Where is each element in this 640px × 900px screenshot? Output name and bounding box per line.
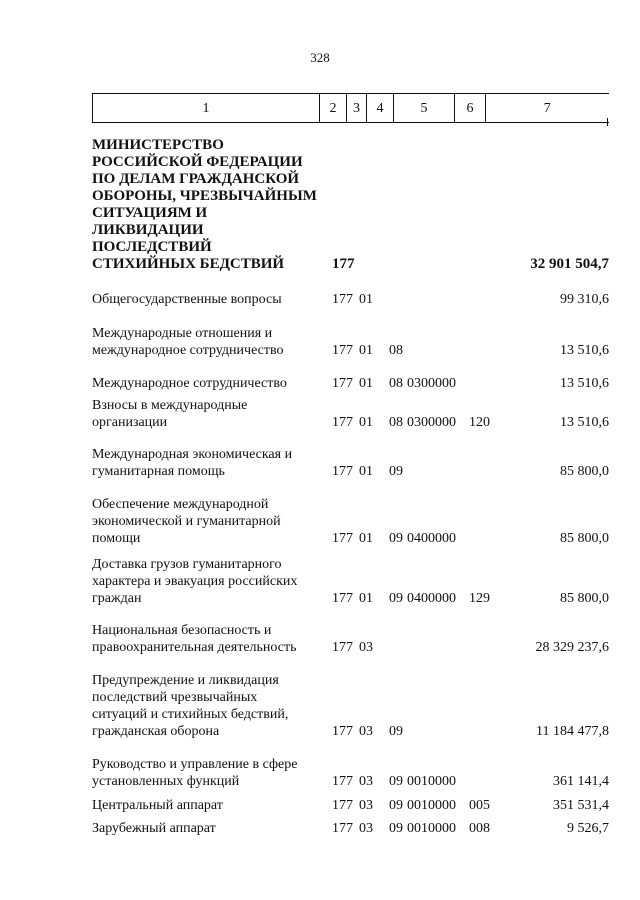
row-code-section: 01: [359, 343, 373, 358]
row-code-section: 03: [359, 821, 373, 836]
row-code-admin: 177: [332, 464, 353, 479]
row-code-admin: 177: [332, 821, 353, 836]
row-amount: 361 141,4: [553, 774, 609, 789]
row-name-line: Национальная безопасность и: [92, 623, 272, 638]
row-code-subsection: 09: [389, 591, 403, 606]
row-name-line: гуманитарная помощь: [92, 464, 225, 479]
row-name-line: Общегосударственные вопросы: [92, 292, 282, 307]
row-code-section: 03: [359, 774, 373, 789]
row-name: [92, 622, 328, 656]
row-name-line: международное сотрудничество: [92, 343, 284, 358]
column-header-5: 5: [394, 94, 455, 123]
column-header-6: 6: [455, 94, 486, 123]
row-code-section: 01: [359, 376, 373, 391]
row-name-line: Центральный аппарат: [92, 798, 223, 813]
row-amount: 85 800,0: [560, 591, 609, 606]
row-code-target: 0300000: [407, 376, 456, 391]
row-name: [92, 820, 328, 837]
ministry-name-line: РОССИЙСКОЙ ФЕДЕРАЦИИ: [92, 154, 303, 170]
ministry-amount: 32 901 504,7: [530, 256, 609, 272]
row-name-line: экономической и гуманитарной: [92, 514, 281, 529]
row-code-type: 129: [469, 591, 490, 606]
row-code-section: 01: [359, 415, 373, 430]
row-name: [92, 556, 328, 607]
row-code-type: 008: [469, 821, 490, 836]
ministry-code: 177: [332, 256, 355, 272]
row-name: [92, 496, 328, 547]
ministry-name-line: ЛИКВИДАЦИИ: [92, 222, 204, 238]
row-amount: 85 800,0: [560, 464, 609, 479]
row-name-line: ситуаций и стихийных бедствий,: [92, 707, 289, 722]
row-name: [92, 672, 328, 740]
ministry-name-line: ПО ДЕЛАМ ГРАЖДАНСКОЙ: [92, 171, 300, 187]
column-header-3: 3: [347, 94, 367, 123]
row-code-admin: 177: [332, 774, 353, 789]
ministry-name-line: МИНИСТЕРСТВО: [92, 137, 224, 153]
row-code-subsection: 09: [389, 724, 403, 739]
row-name-line: граждан: [92, 591, 142, 606]
row-name-line: организации: [92, 415, 168, 430]
row-amount: 13 510,6: [560, 343, 609, 358]
row-code-type: 120: [469, 415, 490, 430]
row-code-admin: 177: [332, 531, 353, 546]
ministry-name-line: ПОСЛЕДСТВИЙ: [92, 239, 212, 255]
row-name: [92, 397, 328, 431]
row-code-admin: 177: [332, 376, 353, 391]
table-corner-tick: [607, 118, 608, 126]
row-code-subsection: 09: [389, 774, 403, 789]
row-name-line: Руководство и управление в сфере: [92, 757, 298, 772]
row-code-admin: 177: [332, 415, 353, 430]
row-name-line: установленных функций: [92, 774, 240, 789]
row-code-section: 01: [359, 292, 373, 307]
row-code-section: 03: [359, 724, 373, 739]
row-code-subsection: 09: [389, 531, 403, 546]
row-name: [92, 446, 328, 480]
row-amount: 13 510,6: [560, 415, 609, 430]
ministry-name-line: СИТУАЦИЯМ И: [92, 205, 208, 221]
row-code-subsection: 09: [389, 821, 403, 836]
row-name-line: Взносы в международные: [92, 398, 248, 413]
row-code-subsection: 08: [389, 376, 403, 391]
row-amount: 13 510,6: [560, 376, 609, 391]
row-name-line: правоохранительная деятельность: [92, 640, 297, 655]
row-code-admin: 177: [332, 591, 353, 606]
row-name: [92, 375, 328, 392]
row-code-section: 03: [359, 798, 373, 813]
row-name-line: помощи: [92, 531, 141, 546]
row-name-line: Предупреждение и ликвидация: [92, 673, 279, 688]
row-code-admin: 177: [332, 640, 353, 655]
row-name: [92, 291, 328, 308]
row-name: [92, 797, 328, 814]
row-amount: 11 184 477,8: [536, 724, 609, 739]
row-code-admin: 177: [332, 798, 353, 813]
row-code-section: 03: [359, 640, 373, 655]
ministry-name: [92, 137, 328, 273]
column-header-7: 7: [486, 94, 609, 123]
column-header-2: 2: [320, 94, 347, 123]
row-name-line: Обеспечение международной: [92, 497, 269, 512]
row-name-line: Международное сотрудничество: [92, 376, 287, 391]
row-code-target: 0400000: [407, 591, 456, 606]
row-code-target: 0010000: [407, 821, 456, 836]
row-amount: 28 329 237,6: [535, 640, 609, 655]
row-name: [92, 756, 328, 790]
row-code-target: 0010000: [407, 798, 456, 813]
row-amount: 85 800,0: [560, 531, 609, 546]
row-code-section: 01: [359, 531, 373, 546]
row-name-line: Международная экономическая и: [92, 447, 293, 462]
row-name-line: гражданская оборона: [92, 724, 220, 739]
row-code-section: 01: [359, 591, 373, 606]
row-code-target: 0010000: [407, 774, 456, 789]
column-header-row: [92, 93, 609, 123]
row-code-subsection: 09: [389, 464, 403, 479]
row-code-target: 0400000: [407, 531, 456, 546]
row-code-subsection: 09: [389, 798, 403, 813]
page-number: 328: [310, 50, 330, 65]
row-code-admin: 177: [332, 724, 353, 739]
row-name-line: Зарубежный аппарат: [92, 821, 216, 836]
row-name: [92, 325, 328, 359]
row-code-admin: 177: [332, 292, 353, 307]
row-code-type: 005: [469, 798, 490, 813]
row-code-admin: 177: [332, 343, 353, 358]
row-code-subsection: 08: [389, 415, 403, 430]
row-amount: 99 310,6: [560, 292, 609, 307]
row-name-line: характера и эвакуация российских: [92, 574, 298, 589]
ministry-name-line: СТИХИЙНЫХ БЕДСТВИЙ: [92, 256, 285, 272]
row-amount: 351 531,4: [553, 798, 609, 813]
row-name-line: последствий чрезвычайных: [92, 690, 258, 705]
row-name-line: Доставка грузов гуманитарного: [92, 557, 282, 572]
row-code-section: 01: [359, 464, 373, 479]
column-header-1: 1: [93, 94, 320, 123]
column-header-4: 4: [367, 94, 394, 123]
row-amount: 9 526,7: [567, 821, 609, 836]
row-code-target: 0300000: [407, 415, 456, 430]
row-code-subsection: 08: [389, 343, 403, 358]
row-name-line: Международные отношения и: [92, 326, 273, 341]
ministry-name-line: ОБОРОНЫ, ЧРЕЗВЫЧАЙНЫМ: [92, 188, 317, 204]
